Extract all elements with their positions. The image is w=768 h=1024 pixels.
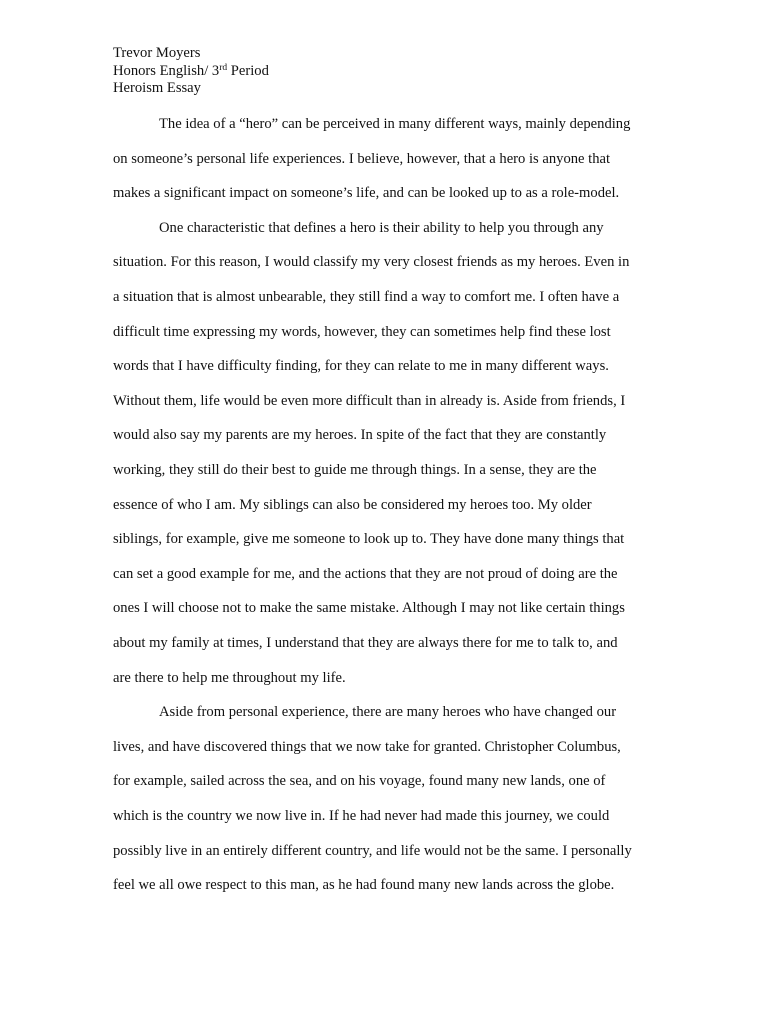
paragraph-first-line: The idea of a “hero” can be perceived in many different ways, mainly depending <box>159 116 631 132</box>
paragraph-line: lives, and have discovered things that we now take for granted. Christopher Columbus, <box>113 738 621 755</box>
course-prefix: Honors English/ 3 <box>113 62 220 79</box>
course-suffix: Period <box>227 62 269 79</box>
essay-header <box>113 45 269 98</box>
paragraph-line: on someone’s personal life experiences. I believe, however, that a hero is anyone that <box>113 150 611 167</box>
paragraph-line: difficult time expressing my words, however, they can sometimes help find these lost <box>113 323 611 340</box>
paragraph-line: working, they still do their best to guide me through things. In a sense, they are the <box>113 462 597 478</box>
paragraph-line: words that I have difficulty finding, for they can relate to me in many different ways. <box>113 358 609 375</box>
paragraph-line: siblings, for example, give me someone to look up to. They have done many things that <box>113 531 625 548</box>
paragraph-line: are there to help me throughout my life. <box>113 669 346 686</box>
paragraph-line: which is the country we now live in. If he had never had made this journey, we could <box>113 808 610 824</box>
course-line <box>113 63 269 81</box>
paragraph-line: makes a significant impact on someone’s life, and can be looked up to as a role-model. <box>113 185 620 202</box>
author-name: Trevor Moyers <box>113 45 201 61</box>
paragraph-line: can set a good example for me, and the actions that they are not proud of doing are the <box>113 565 618 582</box>
paragraph-line: a situation that is almost unbearable, they still find a way to comfort me. I often have a <box>113 289 620 305</box>
paragraph-line: situation. For this reason, I would classify my very closest friends as my heroes. Even in <box>113 254 630 271</box>
paragraph-line: essence of who I am. My siblings can also be considered my heroes too. My older <box>113 496 592 513</box>
paragraph-line: feel we all owe respect to this man, as he had found many new lands across the globe. <box>113 877 615 894</box>
paragraph-line: for example, sailed across the sea, and on his voyage, found many new lands, one of <box>113 773 606 790</box>
paragraph-first-line: Aside from personal experience, there are many heroes who have changed our <box>159 704 617 721</box>
paragraph-line: ones I will choose not to make the same mistake. Although I may not like certain things <box>113 600 625 617</box>
paragraph-first-line: One characteristic that defines a hero is their ability to help you through any <box>159 219 604 236</box>
essay-title: Heroism Essay <box>113 80 201 96</box>
paragraph-line: Without them, life would be even more difficult than in already is. Aside from friends, I <box>113 392 626 409</box>
paragraph-line: would also say my parents are my heroes. In spite of the fact that they are constantly <box>113 427 607 444</box>
course-ordinal-suffix: rd <box>219 62 228 73</box>
paragraph-line: about my family at times, I understand that they are always there for me to talk to, and <box>113 635 618 651</box>
paragraph-line: possibly live in an entirely different country, and life would not be the same. I personally <box>113 842 632 859</box>
